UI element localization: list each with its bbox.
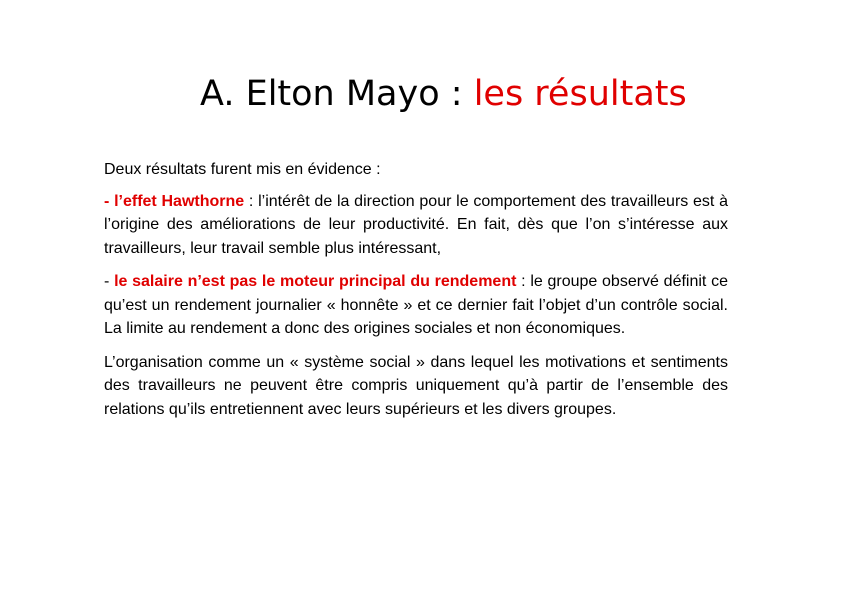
title-highlight: les résultats xyxy=(473,74,687,114)
intro-paragraph: Deux résultats furent mis en évidence : xyxy=(104,161,381,178)
point-salary-text: : le groupe observé définit ce qu’est un rendement journalier « honnête » et ce dernier fait l’objet d’un contrôle social. La limite au rendement a donc des origines sociales et non économiques. xyxy=(104,273,729,337)
slide-body xyxy=(104,158,728,431)
point-salary-prefix: - xyxy=(104,273,115,290)
point-hawthorne-effect xyxy=(104,190,728,261)
point-salary xyxy=(104,270,728,341)
point-hawthorne-highlight: - l’effet Hawthorne xyxy=(104,192,245,210)
point-salary-highlight: le salaire n’est pas le moteur principal du rendement xyxy=(114,273,517,290)
slide-title xyxy=(200,72,687,116)
point-hawthorne-text: : l’intérêt de la direction pour le comportement des travailleurs est à l’origine des améliorations de leur productivité. En fait, dès que l’on s’intéresse aux travailleurs, leur travail semble plus intéressant, xyxy=(104,192,729,257)
conclusion-paragraph: L’organisation comme un « système social » dans lequel les motivations et sentiments des travailleurs ne peuvent être compris uniquement qu’à partir de l’ensemble des relations qu’ils entretiennent avec leurs supérieurs et les divers groupes. xyxy=(104,353,728,418)
title-prefix: A. Elton Mayo : xyxy=(200,74,474,114)
